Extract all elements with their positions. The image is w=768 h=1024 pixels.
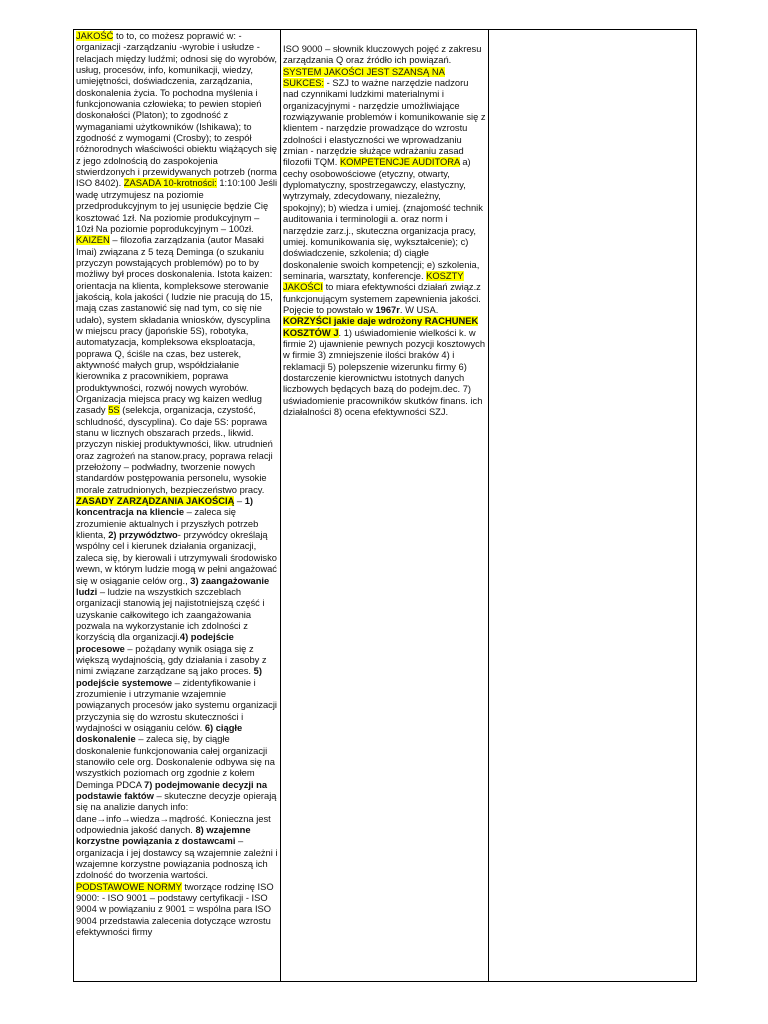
highlighted-heading: KOSZTY JAKOŚCI <box>283 270 464 293</box>
bold-text: 6) ciągłe doskonalenie <box>76 722 243 745</box>
text-run: – skuteczne decyzje opierają się na analizie danych info: dane→info→wiedza→mądrość. Konieczna jest odpowiednia jakość danych. <box>76 791 277 836</box>
text-run: – zidentyfikowanie i zrozumienie i utrzymanie wzajemnie powiązanych procesów jako systemu organizacji przyczynia się do wzrostu skuteczności i wydajności w osiąganiu celów. <box>76 677 277 733</box>
text-run: . 1) uświadomienie wielkości k. w firmie 2) ujawnienie pewnych pozycji kosztowych w firmie 3) zmniejszenie ilości braków 4) i reklamacji 5) polepszenie wizerunku firmy 6) dostarczenie kierownictwu istotnych danych liczbowych będących bazą do podejm.dec. 7) uświadomienie pracowników skutków finans. ich działalności 8) ocena efektywności SZJ. <box>283 327 486 417</box>
column-1-text <box>76 31 278 939</box>
table-column-2 <box>281 30 489 981</box>
bold-text: 1967r <box>375 304 400 315</box>
highlighted-heading: KAIZEN <box>76 235 110 246</box>
text-run: to to, co możesz poprawić w: -organizacji -zarządzaniu -wyrobie i usłudze - relacjach między ludźmi; odnosi się do wyrobów, usług, procesów, info, komunikacji, wiedzy, umiejętności, doświadczenia, zarządzania, doskonalenia życia. To pochodna myślenia i funkcjonowania człowieka; to pewien stopień doskonałości (Platon); to zgodność z wymaganiami użytkowników (Ishikawa); to zgodność z wymogami (Crosby); to zespół różnorodnych właściwości obiektu wiążących się z jego zdolnością do zaspokojenia stwierdzonych i przewidywanych potrzeb (norma ISO 8402). <box>76 31 277 189</box>
text-run: ISO 9000 – słownik kluczowych pojęć z zakresu zarządzania Q oraz źródło ich powiązań. <box>283 44 482 66</box>
text-run: 1:10:100 Jeśli wadę utrzymujesz na poziomie przedprodukcyjnym to jej usunięcie będzie Cię kosztować 1zł. Na poziomie produkcyjnym – 10zł Na poziomie poprodukcyjnym – 100zł. <box>76 178 278 234</box>
bold-text: 8) wzajemne korzystne powiązania z dostawcami <box>76 825 251 847</box>
column-2-text <box>283 44 486 418</box>
text-run: a) cechy osobowościowe (etyczny, otwarty, dyplomatyczny, spostrzegawczy, elastyczny, wytrzymały, zdecydowany, niezależny, spokojny); b) wiedza i umiej. (znajomość technik auditowania i terminologii a. oraz norm i narzędzie zarz.j., skuteczna organizacja pracy, umiej. komunikowania się, wykształcenie); c) doświadczenie, szkolenia; d) ciągłe doskonalenie swoich kompetencji; e) szkolenia, seminaria, warsztaty, konferencje. <box>283 157 483 281</box>
text-run: (selekcja, organizacja, czystość, schludność, dyscyplina). Co daje 5S: poprawa stanu w licznych obszarach przeds., likwid. przyczyn niskiej produktywności, likw. utrudnień oraz zagrożeń na stanow.pracy, poprawa relacji przełożony – podwładny, tworzenie nowych standardów postępowania personelu, wysokie morale zatrudnionych, bezpieczeństwo pracy. <box>76 405 273 495</box>
bold-text: 2) przywództwo <box>108 530 178 541</box>
text-run: tworzące rodzinę ISO 9000: - ISO 9001 – podstawy certyfikacji - ISO 9004 w powiązaniu z 9001 = wspólna para ISO 9004 przedstawia zalecenia dotyczące wzrostu efektywności firmy <box>76 881 274 938</box>
notes-table <box>73 29 697 982</box>
text-run: – zaleca się, by ciągłe doskonalenie funkcjonowania całej organizacji stanowiło cele org. Doskonalenie odbywa się na wszystkich poziomach org zgodnie z kołem Deminga PDCA <box>76 734 275 790</box>
highlighted-heading: KOMPETENCJE AUDITORA <box>339 157 460 168</box>
text-run: – organizacja i jej dostawcy są wzajemnie zależni i wzajemne korzystne powiązania podnoszą ich zdolność do tworzenia wartości. <box>76 836 278 881</box>
text-run: – <box>234 496 245 507</box>
highlighted-heading: 5S <box>108 405 120 416</box>
bold-text: 3) zaangażowanie ludzi <box>76 575 270 597</box>
text-run: to miara efektywności działań związ.z funkcjonującym systemem zapewnienia jakości. Pojęcie to powstało w <box>283 282 481 315</box>
text-run: - SZJ to ważne narzędzie nadzoru nad czynnikami ludzkimi materialnymi i organizacyjnymi - narzędzie umożliwiające rozwiązywanie problemów i komunikowanie się z klientem - narzędzie prowadzące do wzrostu zdolności i elastyczności we wprowadzaniu zmian - narzędzie służące wdrażaniu zasad filozofii TQM. <box>283 78 486 168</box>
text-run: - przywódcy określają wspólny cel i kierunek działania organizacji, zaleca się, by kierowali i utrzymywali środowisko wewn, w którym ludzie mogą w pełni angażować się w osiąganie celów org., <box>76 530 277 586</box>
highlighted-heading: PODSTAWOWE NORMY <box>76 881 182 892</box>
text-run: – zaleca się zrozumienie aktualnych i przyszłych potrzeb klienta, <box>76 507 259 541</box>
text-run: – filozofia zarządzania (autor Masaki Imai) związana z 5 tezą Deminga (o szukaniu przyczyn powstających problemów) po to by możliwy był proces doskonalenia. Istota kaizen: orientacja na klienta, kompleksowe sterowanie jakością, kola jakości ( ludzie nie pracują do 15, mają czas zastanowić się nad tym, co się nie udało), system składania wniosków, dyscyplina w miejscu pracy (japońskie 5S), robotyka, automatyzacja, kompleksowa eksploatacja, poprawa Q, ściśle na czas, bez usterek, aktywność małych grup, współdziałanie kierownika z pracownikiem, poprawa produktywności, rozwój nowych wyrobów. Organizacja miejsca pracy wg kaizen według zasady <box>76 235 273 416</box>
highlighted-heading: JAKOŚĆ <box>76 31 114 41</box>
table-column-3 <box>489 30 696 981</box>
bold-text: 1) koncentracja na kliencie <box>76 496 254 518</box>
table-column-1 <box>74 30 281 981</box>
bold-text: 5) podejście systemowe <box>76 666 262 688</box>
text-run: – ludzie na wszystkich szczeblach organizacji stanowią jej najistotniejszą część i uzyskanie całkowitego ich zaangażowania pozwala na wykorzystanie ich zdolności z korzyścią dla organizacji. <box>76 586 265 643</box>
highlighted-heading: KORZYŚCI jakie daje wdrożony RACHUNEK KOSZTÓW J <box>283 316 479 338</box>
highlighted-heading: SYSTEM JAKOŚCI JEST SZANSĄ NA SUKCES: <box>283 66 445 89</box>
text-run: . W USA. <box>399 304 439 315</box>
highlighted-heading: ZASADY ZARZĄDZANIA JAKOŚCIĄ <box>76 496 235 507</box>
highlighted-heading: ZASADA 10-krotności: <box>123 178 217 189</box>
text-run: – pożądany wynik osiąga się z większą wydajnością, gdy działania i zasoby z nimi związane zarządzane są jako proces. <box>76 643 267 677</box>
bold-text: 4) podejście procesowe <box>76 632 234 654</box>
bold-text: 7) podejmowanie decyzji na podstawie faktów <box>76 779 268 802</box>
